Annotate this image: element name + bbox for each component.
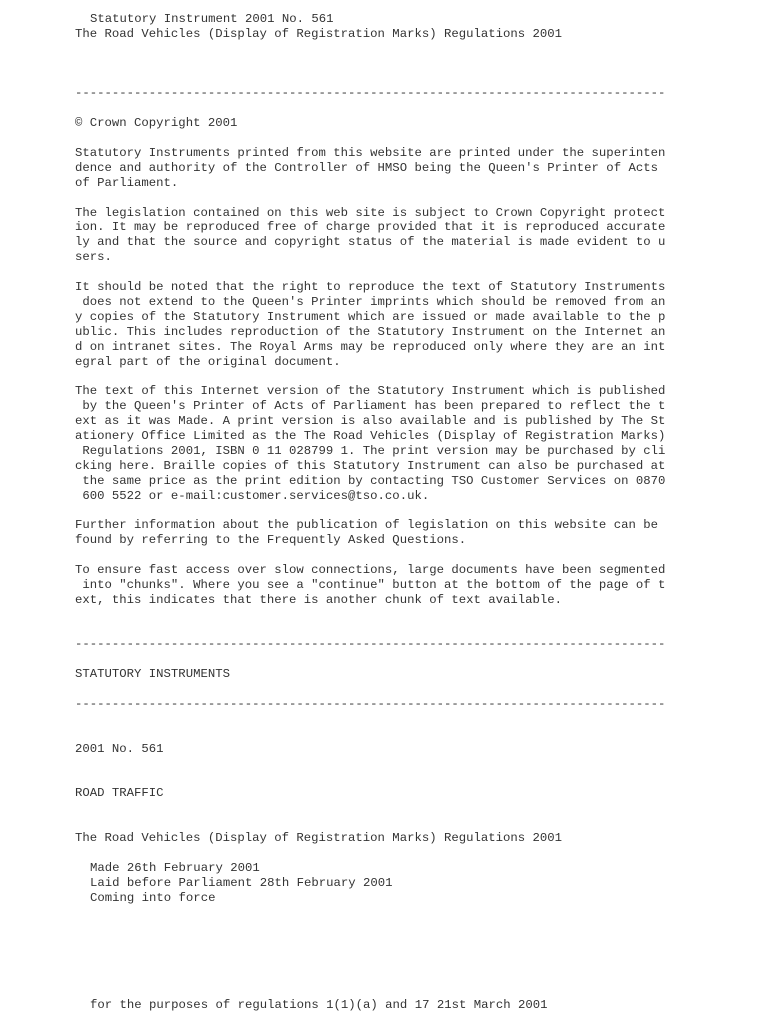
coming-into-force-label: Coming into force [90, 890, 216, 905]
copyright-paragraph-5 [75, 518, 755, 548]
copyright-paragraph-3 [75, 280, 755, 369]
text-line: The legislation contained on this web site is subject to Crown Copyright protect [75, 205, 666, 220]
text-line: Statutory Instruments printed from this website are printed under the superinten [75, 146, 666, 161]
separator-line: -------------------------------------------------------------------------------- [75, 697, 666, 711]
text-line: ublic. This includes reproduction of the Statutory Instrument on the Internet an [75, 324, 666, 339]
text-line: ion. It may be reproduced free of charge provided that it is reproduced accurate [75, 220, 666, 235]
text-line: sers. [75, 250, 112, 265]
regulations-title: The Road Vehicles (Display of Registration Marks) Regulations 2001 [75, 831, 563, 846]
separator-line: -------------------------------------------------------------------------------- [75, 637, 666, 652]
text-line: the same price as the print edition by contacting TSO Customer Services on 0870 [75, 473, 666, 488]
separator-line: -------------------------------------------------------------------------------- [75, 86, 666, 101]
text-line: d on intranet sites. The Royal Arms may be reproduced only where they are an int [75, 339, 666, 354]
text-line: 600 5522 or e-mail:customer.services@tso.co.uk. [75, 488, 430, 503]
statutory-instruments-heading: STATUTORY INSTRUMENTS [75, 667, 230, 682]
text-line: by the Queen's Printer of Acts of Parliament has been prepared to reflect the t [75, 399, 666, 414]
purposes-line: for the purposes of regulations 1(1)(a) and 17 21st March 2001 [90, 997, 548, 1012]
document-title: The Road Vehicles (Display of Registration Marks) Regulations 2001 [75, 26, 563, 41]
text-line: It should be noted that the right to reproduce the text of Statutory Instruments [75, 280, 666, 295]
copyright-line: © Crown Copyright 2001 [75, 116, 238, 131]
si-number: Statutory Instrument 2001 No. 561 [90, 12, 334, 26]
text-line: Regulations 2001, ISBN 0 11 028799 1. The print version may be purchased by cli [75, 443, 666, 458]
text-line: into "chunks". Where you see a "continue" button at the bottom of the page of t [75, 577, 666, 592]
text-line: y copies of the Statutory Instrument which are issued or made available to the p [75, 309, 666, 324]
text-line: does not extend to the Queen's Printer imprints which should be removed from an [75, 294, 666, 309]
text-line: The text of this Internet version of the Statutory Instrument which is published [75, 384, 666, 399]
text-line: ext, this indicates that there is another chunk of text available. [75, 592, 563, 607]
made-date: Made 26th February 2001 [90, 860, 260, 875]
laid-date: Laid before Parliament 28th February 2001 [90, 875, 393, 890]
text-line: cking here. Braille copies of this Statutory Instrument can also be purchased at [75, 458, 666, 473]
subject-heading: ROAD TRAFFIC [75, 786, 164, 801]
text-line: To ensure fast access over slow connections, large documents have been segmented [75, 562, 666, 577]
text-line: of Parliament. [75, 175, 179, 190]
text-line: ationery Office Limited as the The Road Vehicles (Display of Registration Marks) [75, 428, 666, 443]
text-line: Further information about the publication of legislation on this website can be [75, 518, 658, 533]
text-line: ly and that the source and copyright status of the material is made evident to u [75, 235, 666, 250]
copyright-paragraph-4 [75, 384, 755, 503]
document-body [75, 12, 755, 1012]
text-line: egral part of the original document. [75, 354, 341, 369]
text-line: dence and authority of the Controller of HMSO being the Queen's Printer of Acts [75, 160, 658, 175]
text-line: found by referring to the Frequently Asked Questions. [75, 533, 467, 548]
copyright-paragraph-2 [75, 206, 755, 266]
text-line: ext as it was Made. A print version is also available and is published by The St [75, 414, 666, 429]
copyright-paragraph-6 [75, 563, 755, 608]
copyright-paragraph-1 [75, 146, 755, 191]
instrument-number: 2001 No. 561 [75, 741, 164, 756]
